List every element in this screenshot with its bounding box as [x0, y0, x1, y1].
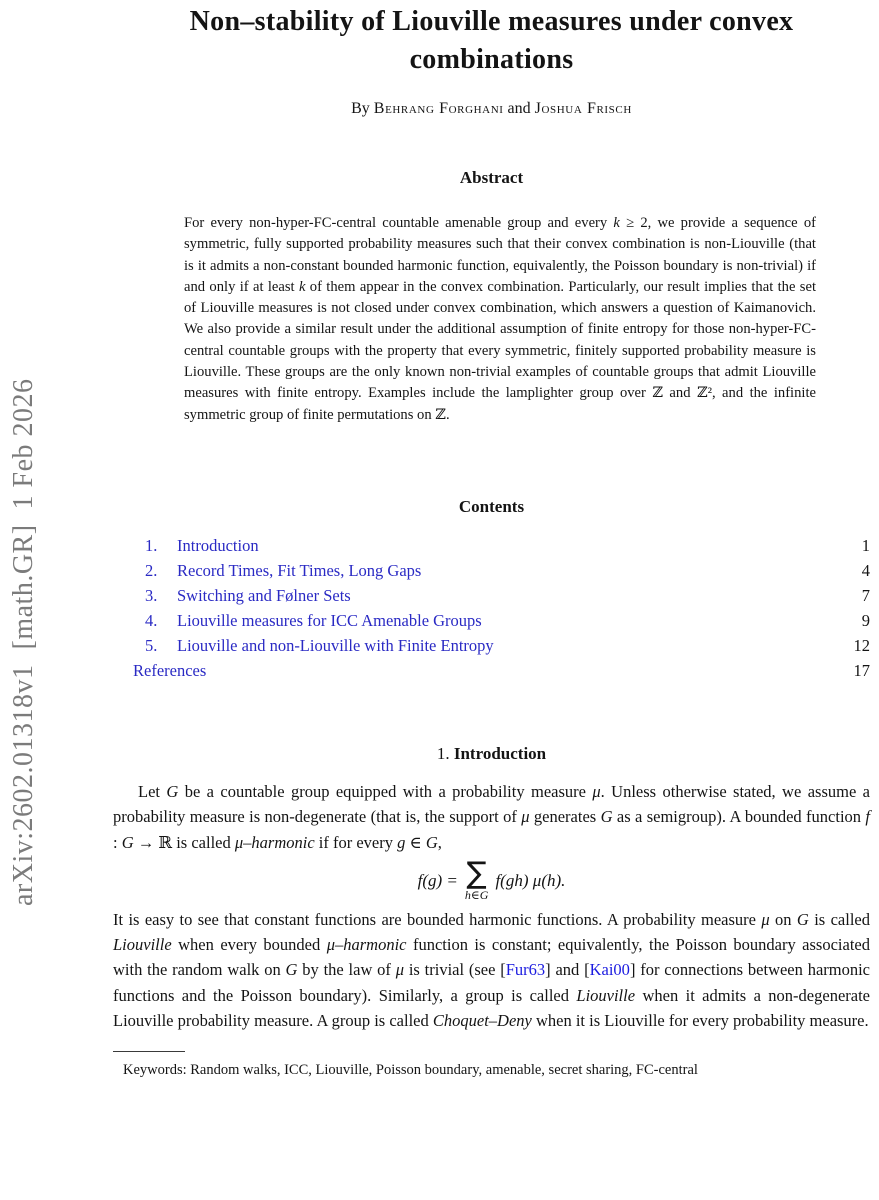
section-title: Introduction: [453, 743, 547, 763]
section-number: 1.: [436, 743, 450, 763]
citation-link[interactable]: Fur63: [505, 960, 546, 980]
toc-section-label[interactable]: Record Times, Fit Times, Long Gaps: [177, 560, 422, 580]
toc-section-label[interactable]: Liouville measures for ICC Amenable Groups: [177, 610, 482, 630]
toc-page-number: 4: [861, 560, 870, 580]
toc-row[interactable]: [133, 533, 870, 558]
toc-row[interactable]: [133, 558, 870, 583]
toc-leader-space: [482, 608, 862, 633]
equation-lhs: f(g) =: [417, 870, 458, 890]
toc-page-number: 1: [861, 535, 870, 555]
toc-row[interactable]: [133, 633, 870, 658]
toc-page-number: 12: [853, 635, 870, 655]
citation-link[interactable]: Kai00: [589, 960, 630, 980]
abstract-text: For every non-hyper-FC-central countable amenable group and every k ≥ 2, we provide a sequence of symmetric, fully supported probability measures such that their convex combination is non-Liouville (that is it admits a non-constant bounded harmonic function, equivalently, the Poisson boundary is non-trivial) if and only if at least k of them appear in the convex combination. Particularly, our result implies that the set of Liouville measures is not closed under convex combination, which answers a question of Kaimanovich. We also provide a similar result under the additional assumption of finite entropy for those non-hyper-FC-central countable groups with the property that every symmetric, finitely supported probability measure is Liouville. These groups are the only known non-trivial examples of countable groups that admit Liouville measures with finite entropy. Examples include the lamplighter group over ℤ and ℤ², and the infinite symmetric group of finite permutations on ℤ.: [184, 215, 816, 423]
keywords-line: [113, 1061, 870, 1079]
footnote-rule: [113, 1051, 185, 1052]
intro-paragraph-2: It is easy to see that constant functions are bounded harmonic functions. A probability measure μ on G is called Liouville when every bounded μ–harmonic function is constant; equivalently, the Poisson boundary associated with the random walk on G by the law of μ is trivial (see [Fur63] and [Kai00] for connections between harmonic functions and the Poisson boundary). Similarly, a group is called Liouville when it admits a non-degenerate Liouville probability measure. A group is called Choquet–Deny when it is Liouville for every probability measure.: [113, 909, 871, 1031]
paper-title: [113, 0, 870, 79]
toc-section-number[interactable]: 2.: [145, 560, 158, 580]
toc-section-number[interactable]: 1.: [145, 535, 158, 555]
intro-paragraph-1: Let G be a countable group equipped with a probability measure μ. Unless otherwise stated, we assume a probability measure is non-degenerate (that is, the support of μ generates G as a semigroup). A bounded function f : G → ℝ is called μ–harmonic if for every g ∈ G,: [113, 781, 870, 852]
paper-title-line1: Non–stability of Liouville measures under convex: [189, 6, 794, 37]
toc-section-number[interactable]: 5.: [145, 635, 158, 655]
summation-subscript: h∈G: [464, 888, 489, 903]
toc-leader-space: [494, 633, 854, 658]
toc-section-label[interactable]: Switching and Følner Sets: [177, 585, 351, 605]
toc-section-label[interactable]: References: [133, 660, 207, 680]
toc-leader-space: [259, 533, 862, 558]
toc-leader-space: [351, 583, 862, 608]
toc-leader-space: [421, 558, 861, 583]
toc-section-number[interactable]: 3.: [145, 585, 158, 605]
toc-page-number: 9: [861, 610, 870, 630]
summation-block: [464, 856, 489, 903]
display-equation: [113, 855, 870, 907]
toc-page-number: 7: [861, 585, 870, 605]
table-of-contents: [133, 533, 870, 683]
arxiv-watermark: arXiv:2602.01318v1 [math.GR] 1 Feb 2026: [8, 378, 39, 906]
paper-title-line2: combinations: [409, 44, 574, 75]
toc-section-label[interactable]: Liouville and non-Liouville with Finite Entropy: [177, 635, 494, 655]
toc-row[interactable]: [133, 583, 870, 608]
toc-section-label[interactable]: Introduction: [177, 535, 259, 555]
summation-symbol: ∑: [466, 856, 487, 892]
abstract-heading: Abstract: [459, 168, 524, 187]
keywords-label: Keywords:: [123, 1062, 187, 1079]
pdf-page-content: [113, 0, 870, 1079]
authors-line: By Behrang Forghani and Joshua Frisch: [351, 100, 632, 117]
contents-heading: Contents: [458, 496, 525, 516]
toc-row[interactable]: [133, 608, 870, 633]
toc-leader-space: [206, 658, 853, 683]
toc-row[interactable]: [133, 658, 870, 683]
toc-page-number: 17: [853, 660, 870, 680]
toc-section-number[interactable]: 4.: [145, 610, 158, 630]
section-heading-introduction: [113, 743, 870, 765]
equation-rhs: f(gh) μ(h).: [495, 870, 566, 890]
keywords-text: Random walks, ICC, Liouville, Poisson boundary, amenable, secret sharing, FC-central: [186, 1062, 698, 1079]
